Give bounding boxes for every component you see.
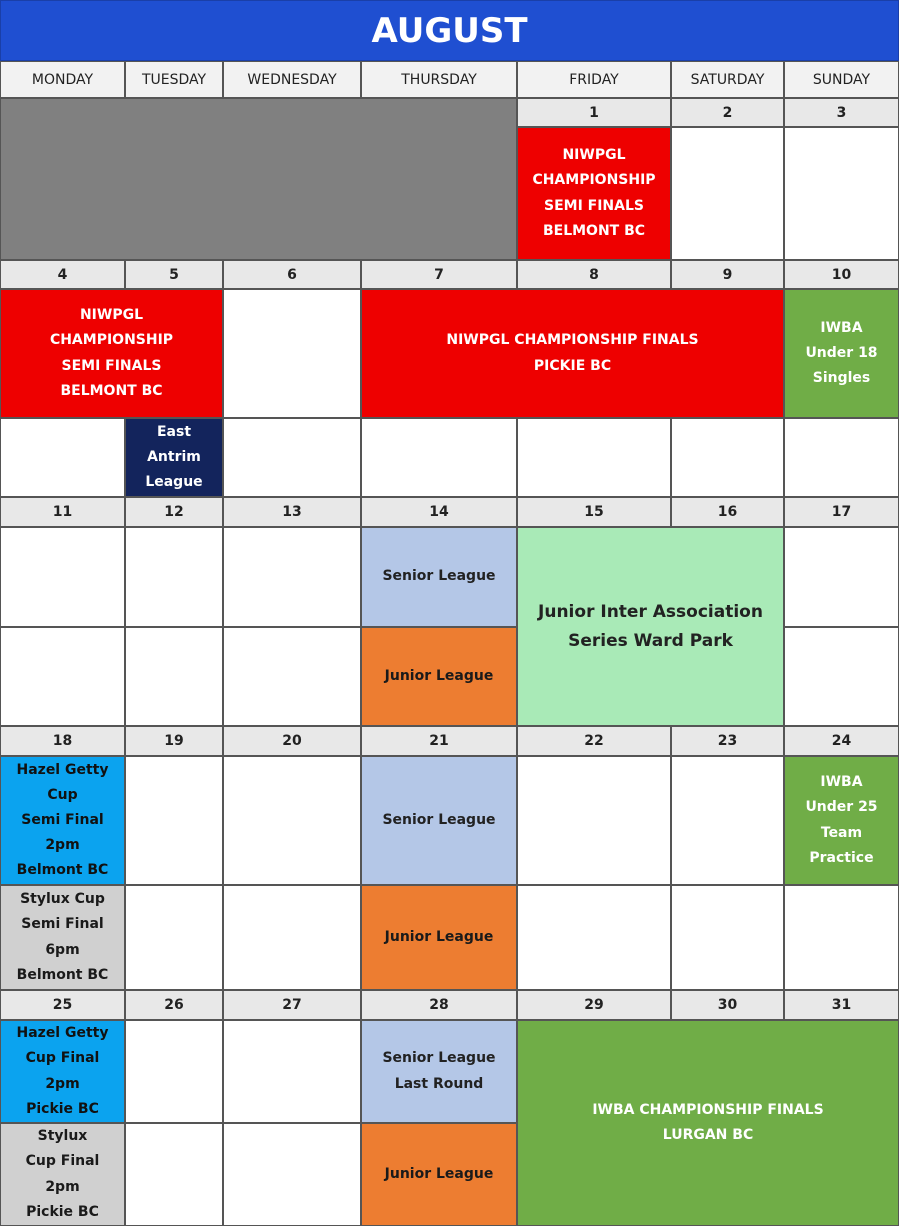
empty-day-cell[interactable] — [671, 756, 784, 885]
empty-day-cell[interactable] — [125, 627, 223, 726]
event-line: Junior League — [384, 1165, 494, 1182]
date-13: 13 — [223, 497, 361, 527]
date-24: 24 — [784, 726, 899, 756]
empty-day-cell[interactable] — [0, 627, 125, 726]
day-name-thursday: THURSDAY — [361, 61, 517, 98]
event-hazel-final[interactable] — [0, 1020, 125, 1123]
event-line: 2pm — [45, 1075, 80, 1092]
event-line: Cup Final — [25, 1153, 100, 1170]
event-line: Cup — [47, 786, 78, 803]
event-line: Stylux — [37, 1128, 88, 1145]
day-name-tuesday: TUESDAY — [125, 61, 223, 98]
event-line: 2pm — [45, 1178, 80, 1195]
empty-day-cell[interactable] — [125, 1123, 223, 1226]
event-line: Belmont BC — [16, 862, 109, 879]
event-line: Last Round — [394, 1075, 484, 1092]
date-25: 25 — [0, 990, 125, 1020]
empty-day-cell[interactable] — [671, 418, 784, 497]
event-hazel-semi[interactable] — [0, 756, 125, 885]
event-line: Semi Final — [21, 916, 104, 933]
event-junior-21[interactable] — [361, 885, 517, 990]
date-22: 22 — [517, 726, 671, 756]
empty-day-cell[interactable] — [223, 1020, 361, 1123]
event-line: 6pm — [45, 941, 80, 958]
date-8: 8 — [517, 260, 671, 289]
date-18: 18 — [0, 726, 125, 756]
event-line: Team — [820, 824, 863, 841]
empty-day-cell[interactable] — [361, 418, 517, 497]
event-line: Senior League — [382, 568, 496, 585]
event-line: Hazel Getty — [16, 761, 109, 778]
event-stylux-final[interactable] — [0, 1123, 125, 1226]
date-23: 23 — [671, 726, 784, 756]
date-21: 21 — [361, 726, 517, 756]
blank-days-block — [0, 98, 517, 260]
empty-day-cell[interactable] — [784, 527, 899, 627]
date-17: 17 — [784, 497, 899, 527]
empty-day-cell[interactable] — [125, 1020, 223, 1123]
date-5: 5 — [125, 260, 223, 289]
date-27: 27 — [223, 990, 361, 1020]
day-name-monday: MONDAY — [0, 61, 125, 98]
event-senior-28[interactable] — [361, 1020, 517, 1123]
date-2: 2 — [671, 98, 784, 127]
event-line: CHAMPIONSHIP — [532, 172, 656, 189]
event-line: IWBA CHAMPIONSHIP FINALS — [592, 1101, 824, 1118]
date-19: 19 — [125, 726, 223, 756]
empty-day-cell[interactable] — [125, 527, 223, 627]
empty-day-cell[interactable] — [223, 527, 361, 627]
day-name-saturday: SATURDAY — [671, 61, 784, 98]
date-16: 16 — [671, 497, 784, 527]
empty-day-cell[interactable] — [671, 127, 784, 260]
event-line: Singles — [812, 370, 871, 387]
empty-day-cell[interactable] — [223, 885, 361, 990]
event-line: NIWPGL CHAMPIONSHIP FINALS — [446, 332, 699, 349]
empty-day-cell[interactable] — [223, 418, 361, 497]
event-line: Junior League — [384, 667, 494, 684]
event-line: Belmont BC — [16, 966, 109, 983]
event-line: Series Ward Park — [568, 630, 733, 651]
event-line: Under 25 — [805, 799, 878, 816]
empty-day-cell[interactable] — [784, 418, 899, 497]
event-line: Semi Final — [21, 811, 104, 828]
date-10: 10 — [784, 260, 899, 289]
date-7: 7 — [361, 260, 517, 289]
date-30: 30 — [671, 990, 784, 1020]
event-line: Hazel Getty — [16, 1025, 109, 1042]
date-1: 1 — [517, 98, 671, 127]
empty-day-cell[interactable] — [0, 527, 125, 627]
empty-day-cell[interactable] — [784, 885, 899, 990]
month-title: AUGUST — [0, 0, 899, 61]
event-line: Cup Final — [25, 1050, 100, 1067]
event-line: East — [156, 423, 192, 440]
empty-day-cell[interactable] — [223, 289, 361, 418]
empty-day-cell[interactable] — [671, 885, 784, 990]
event-line: Junior Inter Association — [538, 601, 763, 622]
empty-day-cell[interactable] — [125, 756, 223, 885]
date-20: 20 — [223, 726, 361, 756]
empty-day-cell[interactable] — [223, 756, 361, 885]
event-line: BELMONT BC — [542, 222, 646, 239]
event-senior-21[interactable] — [361, 756, 517, 885]
event-line: Under 18 — [805, 344, 878, 361]
date-4: 4 — [0, 260, 125, 289]
date-15: 15 — [517, 497, 671, 527]
empty-day-cell[interactable] — [223, 627, 361, 726]
event-stylux-semi[interactable] — [0, 885, 125, 990]
date-28: 28 — [361, 990, 517, 1020]
date-31: 31 — [784, 990, 899, 1020]
event-line: Pickie BC — [26, 1203, 99, 1220]
event-line: 2pm — [45, 837, 80, 854]
date-6: 6 — [223, 260, 361, 289]
event-iwba-finals[interactable] — [517, 1020, 899, 1226]
event-east-antrim[interactable] — [125, 418, 223, 497]
event-line: LURGAN BC — [662, 1127, 754, 1143]
day-name-wednesday: WEDNESDAY — [223, 61, 361, 98]
event-iwba-u18[interactable] — [784, 289, 899, 418]
event-iwba-u25[interactable] — [784, 756, 899, 885]
event-line: Pickie BC — [26, 1100, 99, 1117]
event-line: IWBA — [820, 319, 863, 336]
event-junior-28[interactable] — [361, 1123, 517, 1226]
empty-day-cell[interactable] — [517, 756, 671, 885]
empty-day-cell[interactable] — [784, 627, 899, 726]
event-senior-14[interactable] — [361, 527, 517, 627]
empty-day-cell[interactable] — [784, 127, 899, 260]
event-line: Practice — [809, 849, 874, 866]
date-14: 14 — [361, 497, 517, 527]
date-3: 3 — [784, 98, 899, 127]
event-line: Junior League — [384, 928, 494, 945]
event-line: Senior League — [382, 1050, 496, 1067]
empty-day-cell[interactable] — [0, 418, 125, 497]
day-name-friday: FRIDAY — [517, 61, 671, 98]
event-line: SEMI FINALS — [61, 357, 162, 374]
date-11: 11 — [0, 497, 125, 527]
event-line: BELMONT BC — [60, 382, 163, 399]
event-semis-fri[interactable] — [517, 127, 671, 260]
empty-day-cell[interactable] — [223, 1123, 361, 1226]
date-12: 12 — [125, 497, 223, 527]
event-line: League — [145, 474, 203, 491]
event-line: IWBA — [820, 774, 863, 791]
event-line: PICKIE BC — [533, 357, 612, 374]
empty-day-cell[interactable] — [125, 885, 223, 990]
event-junior-14[interactable] — [361, 627, 517, 726]
event-line: Stylux Cup — [20, 891, 105, 908]
event-semis-mon[interactable] — [0, 289, 223, 418]
event-line: SEMI FINALS — [544, 197, 644, 214]
event-champ-finals[interactable] — [361, 289, 784, 418]
event-line: Senior League — [382, 811, 496, 828]
empty-day-cell[interactable] — [517, 418, 671, 497]
date-9: 9 — [671, 260, 784, 289]
event-line: Antrim — [147, 448, 201, 465]
event-junior-inter[interactable] — [517, 527, 784, 726]
date-26: 26 — [125, 990, 223, 1020]
event-line: CHAMPIONSHIP — [49, 332, 174, 349]
event-line: NIWPGL — [79, 307, 144, 324]
date-29: 29 — [517, 990, 671, 1020]
empty-day-cell[interactable] — [517, 885, 671, 990]
event-line: NIWPGL — [562, 147, 626, 164]
day-name-sunday: SUNDAY — [784, 61, 899, 98]
